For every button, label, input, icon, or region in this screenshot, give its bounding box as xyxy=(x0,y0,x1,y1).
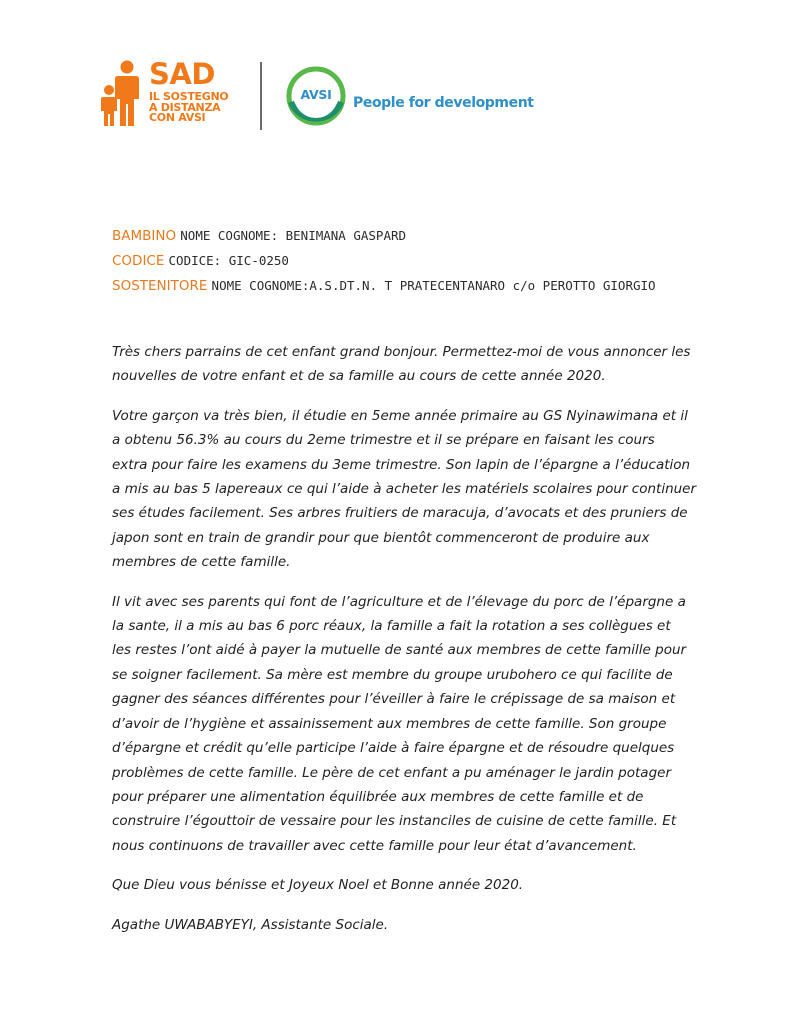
letter-line: gagner des séances différentes pour l’éveiller à faire le crépissage de sa maison et xyxy=(112,691,676,708)
logo-divider xyxy=(260,62,262,130)
sad-family-icon xyxy=(99,58,147,130)
letter-line: nouvelles de votre enfant et de sa famille au cours de cette année 2020. xyxy=(112,368,606,385)
letter-line: la sante, il a mis au bas 6 porc réaux, la famille a fait la rotation a ses collègues et xyxy=(112,618,671,635)
sad-tagline-line: CON AVSI xyxy=(149,111,206,124)
letter-line: Que Dieu vous bénisse et Joyeux Noel et Bonne année 2020. xyxy=(112,877,524,894)
letter-line: a obtenu 56.3% au cours du 2eme trimestre et il se prépare en faisant les cours xyxy=(112,432,655,449)
sad-tagline-line: IL SOSTEGNO xyxy=(149,90,229,103)
letter-line: problèmes de cette famille. Le père de cet enfant a pu aménager le jardin potager xyxy=(112,764,671,781)
letter-line: a mis au bas 5 lapereaux ce qui l’aide à acheter les matériels scolaires pour continuer xyxy=(112,481,697,498)
letter-line: les restes l’ont aidé à payer la mutuelle de santé aux membres de cette famille pour xyxy=(112,642,687,659)
info-key: SOSTENITORE xyxy=(112,278,208,294)
letter-line: Agathe UWABABYEYI, Assistante Sociale. xyxy=(112,916,389,933)
sad-wordmark: SAD xyxy=(149,57,215,91)
letter-line: japon sont en train de grandir pour que bientôt commenceront de produire aux xyxy=(112,529,650,546)
info-row-sostenitore xyxy=(112,277,772,302)
info-value: NOME COGNOME: BENIMANA GASPARD xyxy=(180,228,407,243)
letter-line: d’avoir de l’hygiène et assainissement aux membres de cette famille. Son groupe xyxy=(112,715,667,732)
sad-tagline xyxy=(149,92,244,124)
avsi-tagline: People for development xyxy=(353,95,534,111)
letter-line: Votre garçon va très bien, il étudie en 5eme année primaire au GS Nyinawimana et il xyxy=(112,407,688,424)
letter-line: Très chers parrains de cet enfant grand bonjour. Permettez-moi de vous annoncer les xyxy=(112,344,691,360)
letter-line: d’épargne et crédit qu’elle participe l’aide à faire épargne et de résoudre quelques xyxy=(112,740,675,757)
letter-line: nous continuons de travailler avec cette famille pour leur état d’avancement. xyxy=(112,837,637,854)
info-key: BAMBINO xyxy=(112,228,177,244)
letter-line: Il vit avec ses parents qui font de l’agriculture et de l’élevage du porc de l’épargne a xyxy=(112,593,686,610)
letter-paragraph xyxy=(112,913,712,937)
letter-paragraph xyxy=(112,340,712,389)
letter-line: construire l’égouttoir de vessaire pour les instanciles de cuisine de cette famille. Et xyxy=(112,813,677,830)
sad-tagline-line: A DISTANZA xyxy=(149,100,221,114)
letter-body xyxy=(112,340,712,952)
avsi-wordmark: AVSI xyxy=(300,87,332,102)
letter-line: pour préparer une alimentation équilibrée aux membres de cette famille et de xyxy=(112,788,644,805)
letter-line: ses études facilement. Ses arbres fruitiers de maracuja, d’avocats et des pruniers de xyxy=(112,505,688,522)
sad-logo xyxy=(99,58,239,130)
letter-paragraph xyxy=(112,873,712,897)
info-row-bambino xyxy=(112,227,772,252)
letter-paragraph xyxy=(112,404,712,575)
avsi-logo xyxy=(286,66,346,126)
info-key: CODICE xyxy=(112,253,165,269)
letter-paragraph xyxy=(112,590,712,858)
letter-line: membres de cette famille. xyxy=(112,554,291,571)
child-info xyxy=(112,227,772,302)
letter-line: se soigner facilement. Sa mère est membre du groupe urubohero ce qui facilite de xyxy=(112,666,673,683)
info-value: NOME COGNOME:A.S.DT.N. T PRATECENTANARO c/o PEROTTO GIORGIO xyxy=(211,278,656,293)
letter-line: extra pour faire les examens du 3eme trimestre. Son lapin de l’épargne a l’éducation xyxy=(112,456,691,473)
info-value: CODICE: GIC-0250 xyxy=(168,253,289,268)
info-row-codice xyxy=(112,252,772,277)
